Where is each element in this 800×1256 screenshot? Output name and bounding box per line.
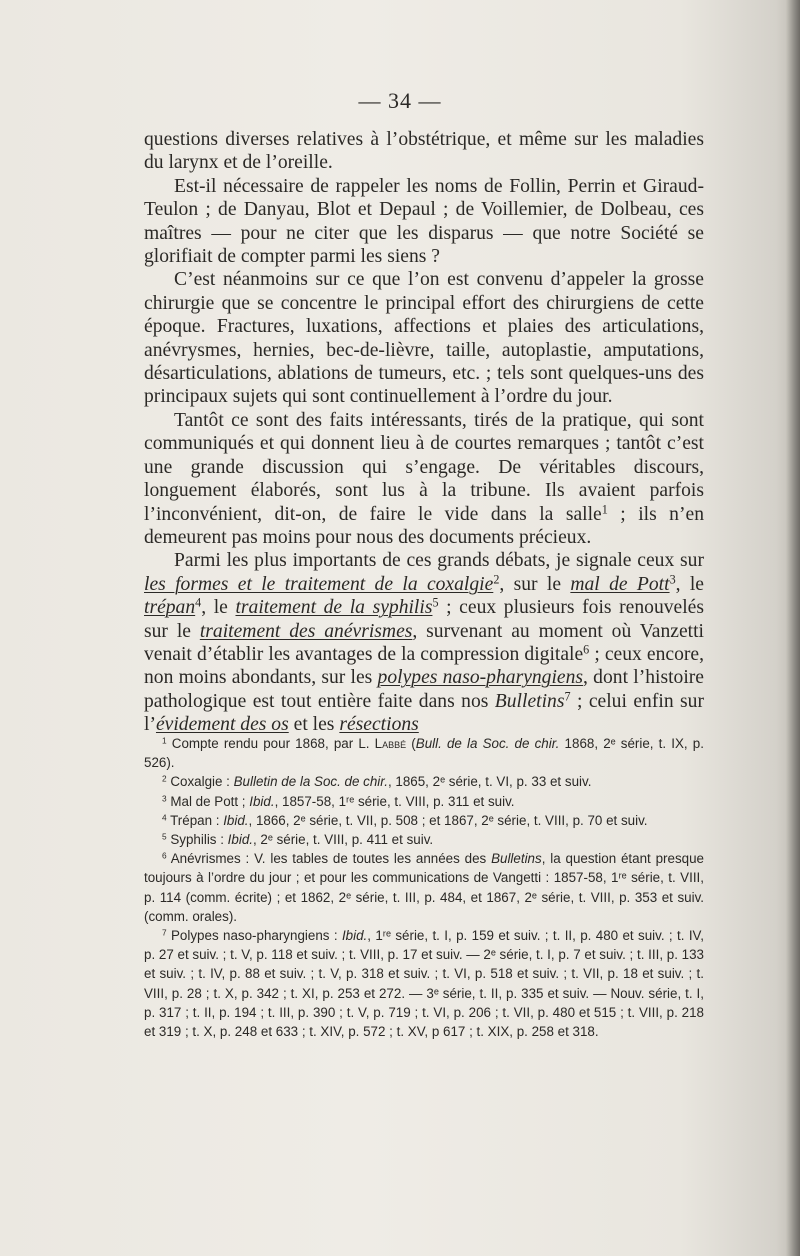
footnote-ref-6[interactable]: 6 (583, 642, 590, 657)
footnote-ref-4[interactable]: 4 (195, 595, 202, 610)
topic-trepan: trépan (144, 597, 196, 619)
footnote-text: Compte rendu pour 1868, par L. (171, 736, 375, 751)
footnote-number: 5 (162, 831, 167, 842)
footnote (144, 811, 704, 830)
topic-anevrismes: traitement des anévrismes (199, 620, 413, 642)
footnote (144, 734, 704, 772)
footnote-number: 1 (162, 735, 167, 746)
footnote-text: 1868, 2ᵉ série, t. IX, p. 526). (144, 736, 704, 771)
footnote-text: Mal de Pott ; (170, 793, 250, 809)
footnote-number: 6 (162, 850, 167, 861)
topic-mal-de-pott: mal de Pott (570, 573, 670, 595)
footnote-text: Ibid. (341, 928, 368, 944)
footnote-text: Syphilis : (170, 832, 228, 848)
footnote-ref-7[interactable]: 7 (564, 689, 571, 704)
paragraph-2: Est-il nécessaire de rappeler les noms de Follin, Perrin et Giraud-Teulon ; de Danyau, Blot et Depaul ; de Voillemier, de Dolbeau, ces maîtres — pour ne citer que les disparus — que notre Société se glorifiait de compter parmi les siens ? (144, 175, 704, 268)
footnote-number: 7 (162, 927, 167, 938)
main-text (144, 128, 704, 737)
footnote-text: , la question étant presque toujours à l’ordre du jour ; et pour les communications de Vangetti : 1857-58, 1ʳᵉ série, t. VIII, p. 114 (comm. écrite) ; et 1862, 2ᵉ série, t. III, p. 484, et 1867, 2ᵉ série, t. VIII, p. 353 et suiv. (comm. orales). (144, 851, 705, 924)
footnote-number: 2 (162, 773, 167, 784)
topic-polypes: polypes naso-pharyngiens (377, 667, 584, 689)
footnote-text: Bulletins (491, 851, 542, 867)
footnote (144, 926, 704, 1041)
footnote-text: Labbé (374, 736, 407, 751)
topic-resections: résections (339, 714, 419, 736)
footnote (144, 830, 704, 849)
footnote-text: Ibid. (227, 832, 253, 848)
topic-syphilis: traitement de la syphilis (235, 597, 433, 619)
footnote-ref-3[interactable]: 3 (669, 572, 676, 587)
footnote-text: Ibid. (223, 812, 249, 828)
page-number: — 34 — (358, 88, 442, 113)
footnote-text: ( (406, 736, 416, 751)
topic-coxalgie: les formes et le traitement de la coxalgie (144, 573, 494, 595)
footnote-text: , 1857-58, 1ʳᵉ série, t. VIII, p. 311 et suiv. (274, 793, 515, 809)
footnote-ref-1[interactable]: 1 (601, 501, 608, 516)
paragraph-1: questions diverses relatives à l’obstétrique, et même sur les maladies du larynx et de l’oreille. (144, 129, 704, 174)
page-edge-shadow (786, 0, 800, 1256)
footnote-ref-5[interactable]: 5 (432, 595, 439, 610)
footnote-ref-2[interactable]: 2 (493, 572, 500, 587)
footnote-number: 4 (162, 812, 167, 823)
footnote-text: , 1866, 2ᵉ série, t. VII, p. 508 ; et 1867, 2ᵉ série, t. VIII, p. 70 et suiv. (248, 812, 648, 828)
paragraph-3: C’est néanmoins sur ce que l’on est convenu d’appeler la grosse chirurgie que se concentre le principal effort des chirurgiens de cette époque. Fractures, luxations, affections et plaies des articulations, anévrysmes, hernies, bec-de-lièvre, taille, autoplastie, amputations, désarticulations, ablations de tumeurs, etc. ; tels sont quelques-uns des principaux sujets qui sont continuellement à l’ordre du jour. (144, 269, 704, 408)
topic-evidement: évidement des os (155, 714, 289, 736)
footnote-text: Bulletin de la Soc. de chir. (233, 774, 388, 790)
footnote-text: , 2ᵉ série, t. VIII, p. 411 et suiv. (252, 832, 434, 848)
footnote-text: Polypes naso-pharyngiens : (171, 928, 342, 944)
footnote-text: , 1ʳᵉ série, t. I, p. 159 et suiv. ; t. II, p. 480 et suiv. ; t. IV, p. 27 et suiv. ; t. V, p. 118 et suiv. ; t. VIII, p. 17 et suiv. — 2ᵉ série, t. I, p. 7 et suiv. ; t. III, p. 133 et suiv. ; t. IV, p. 88 et suiv. ; t. V, p. 318 et suiv. ; t. VI, p. 518 et suiv. ; t. VII, p. 18 et suiv. ; t. VIII, p. 28 ; t. X, p. 342 ; t. XI, p. 253 et 272. — 3ᵉ série, t. II, p. 335 et suiv. — Nouv. série, t. I, p. 317 ; t. II, p. 194 ; t. III, p. 390 ; t. V, p. 719 ; t. VI, p. 206 ; t. VII, p. 480 et 515 ; t. VIII, p. 218 et 319 ; t. X, p. 248 et 633 ; t. XIV, p. 572 ; t. XV, p 617 ; t. XIX, p. 258 et 318. (144, 928, 704, 1040)
footnote (144, 849, 704, 926)
bulletins-ref: Bulletins (494, 690, 565, 712)
footnote-text: , 1865, 2ᵉ série, t. VI, p. 33 et suiv. (387, 774, 592, 790)
footnote (144, 792, 704, 811)
footnote-text: Trépan : (170, 812, 224, 828)
footnotes (144, 734, 704, 1041)
paragraph-4: Tantôt ce sont des faits intéressants, tirés de la pratique, qui sont communiqués et qui donnent lieu à de courtes remarques ; tantôt c’est une grande discussion qui s’engage. De véritables discours, longuement élaborés, sont lus à la tribune. Ils avaient parfois l’inconvénient, dit-on, de faire le vide dans la salle$^1$ ; ils n’en demeurent pas moins pour nous des documents précieux. (144, 409, 704, 548)
footnote-text: Anévrismes : V. les tables de toutes les années des (170, 851, 492, 867)
paragraph-5: Parmi les plus importants de ces grands débats, je signale ceux sur les formes et le traitement de la coxalgie$^2$, sur le mal de Pott$^3$, le trépan$^4$, le traitement de la syphilis$^5$ ; ceux plusieurs fois renouvelés sur le traitement des anévrismes, survenant au moment où Vanzetti venait d’établir les avantages de la compression digitale$^6$ ; ceux encore, non moins abondants, sur les polypes naso-pharyngiens, dont l’histoire pathologique est tout entière faite dans nos Bulletins$^7$ ; celui enfin sur l’évidement des os et les résections (144, 550, 705, 736)
footnote-text: Coxalgie : (170, 774, 234, 790)
footnote-text: Bull. de la Soc. de chir. (415, 736, 560, 751)
footnote (144, 772, 704, 791)
footnote-text: Ibid. (249, 793, 275, 809)
footnote-number: 3 (162, 793, 167, 804)
